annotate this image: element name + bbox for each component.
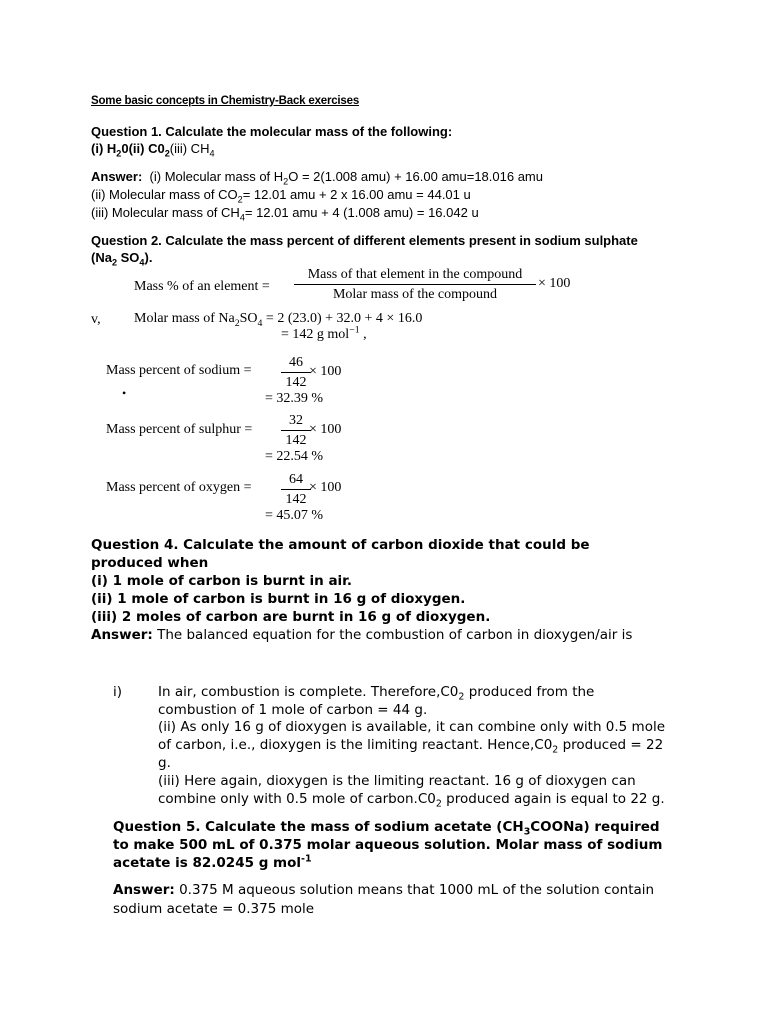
formula-numerator: Mass of that element in the compound [307, 267, 523, 282]
q5-question-line3: acetate is 82.0245 g mol$^{-1}$ [113, 853, 312, 871]
oxygen-fraction: 64 142 [281, 471, 311, 508]
q1-parts: (i) $H_20(ii)$ $C0_2(iii)$ $CH_4$ [91, 141, 215, 159]
q5-answer-line1: Answer: 0.375 M aqueous solution means that 1000 mL of the solution contain [113, 882, 655, 898]
q4-question-line1: Question 4. Calculate the amount of carbon dioxide that could be [91, 537, 590, 553]
q4-para2-line1: (ii) As only 16 g of dioxygen is available, it can combine only with 0.5 mole [158, 719, 666, 735]
formula-times-100: × 100 [538, 276, 571, 291]
mass-percent-formula-fraction [294, 266, 536, 303]
q4-question-line2: produced when [91, 555, 209, 571]
q5-question-line1: Question 5. Calculate the mass of sodium acetate $(CH_3COONa)$ required [113, 819, 660, 838]
q4-para3-line1: (iii) Here again, dioxygen is the limiting reactant. 16 g of dioxygen can [158, 773, 636, 789]
q4-para1-line1: In air, combustion is complete. $Therefore,C0_2$ produced from the [158, 684, 595, 703]
molar-mass-result: = 142 g mol$^{-1}$ , [281, 324, 367, 342]
q2-question-line2: ($Na_2$ $SO_4$). [91, 250, 153, 268]
q4-para1-line2: combustion of 1 mole of carbon = 44 g. [158, 702, 428, 718]
q4-para3-line2: combine only with 0.5 mole of $carbon.C0_2$ produced again is equal to 22 g. [158, 791, 665, 810]
oxygen-times: × 100 [309, 480, 342, 495]
q4-para2-line2: of carbon, i.e., dioxygen is the limiting reactant. $Hence,C0_2$ produced = 22 [158, 737, 664, 756]
formula-denominator: Molar mass of the compound [332, 287, 498, 302]
fraction-bar [294, 284, 536, 285]
mass-percent-formula-label: Mass % of an element = [134, 279, 270, 294]
q4-para2-line3: g. [158, 755, 171, 771]
margin-mark: v, [91, 312, 101, 327]
sulphur-fraction: 32 142 [281, 412, 311, 449]
sodium-label: Mass percent of sodium = [106, 363, 252, 378]
q4-question-line3: (i) 1 mole of carbon is burnt in air. [91, 573, 353, 589]
q2-question-line1: Question 2. Calculate the mass percent of different elements present in sodium sulphate [91, 233, 638, 248]
sodium-fraction: 46 142 [281, 354, 311, 391]
sulphur-times: × 100 [309, 422, 342, 437]
stray-dot: • [122, 386, 127, 400]
sodium-result: = 32.39 % [265, 391, 324, 406]
page-title: Some basic concepts in Chemistry-Back exercises [91, 95, 360, 107]
q1-answer-line1: Answer: (i) Molecular mass of $H_2O = 2(1.008$ amu) + 16.00 amu=18.016 amu [91, 169, 543, 187]
q5-question-line2: to make 500 mL of 0.375 molar aqueous solution. Molar mass of sodium [113, 837, 663, 853]
q1-answer-line2: (ii) Molecular mass of $CO_2= 12.01$ amu + 2 x 16.00 amu = 44.01 u [91, 187, 471, 205]
q4-answer: Answer: The balanced equation for the combustion of carbon in dioxygen/air is [91, 627, 633, 643]
sodium-times: × 100 [309, 364, 342, 379]
sulphur-label: Mass percent of sulphur = [106, 422, 253, 437]
q4-question-line5: (iii) 2 moles of carbon are burnt in 16 g of dioxygen. [91, 609, 491, 625]
q4-question-line4: (ii) 1 mole of carbon is burnt in 16 g of dioxygen. [91, 591, 466, 607]
oxygen-result: = 45.07 % [265, 508, 324, 523]
oxygen-label: Mass percent of oxygen = [106, 480, 252, 495]
molar-mass-line: Molar mass of $Na_2SO_4 = 2$ (23.0) + 32.0 + 4 × 16.0 [134, 311, 423, 329]
q5-answer-line2: sodium acetate = 0.375 mole [113, 901, 315, 917]
q1-question: Question 1. Calculate the molecular mass of the following: [91, 124, 453, 139]
sulphur-result: = 22.54 % [265, 449, 324, 464]
q4-list-marker: i) [113, 684, 123, 700]
q1-answer-line3: (iii) Molecular mass of $CH_4= 12.01$ amu + 4 (1.008 amu) = 16.042 u [91, 205, 479, 223]
